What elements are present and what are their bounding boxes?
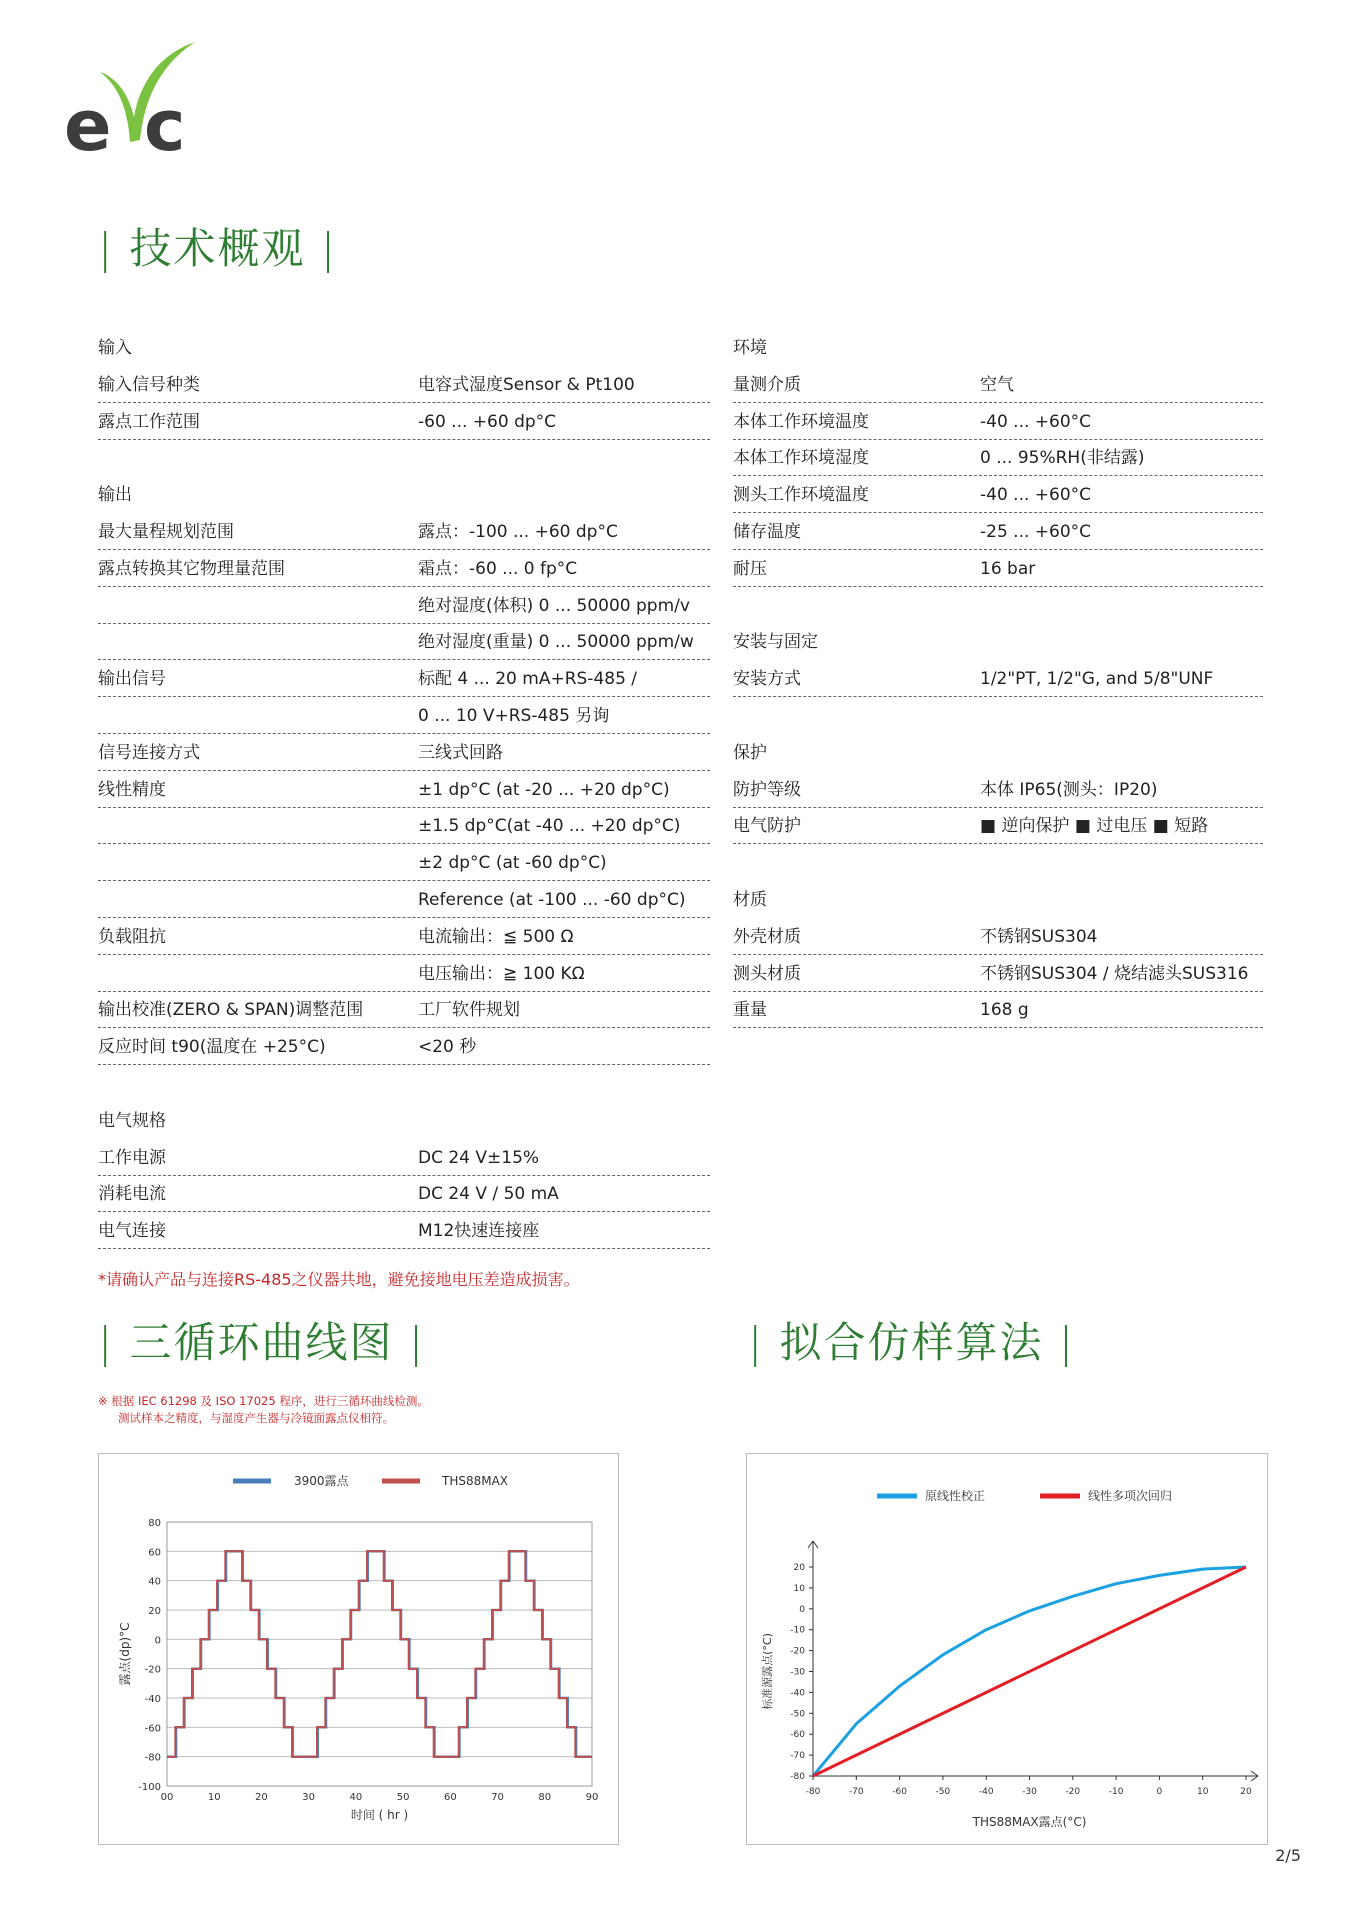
spec-label: 安装方式 [733, 669, 801, 690]
y-tick-label: -20 [144, 1664, 161, 1676]
y-tick-label: -40 [790, 1688, 805, 1699]
y-tick-label: -80 [144, 1752, 161, 1764]
spec-group-heading-text: 材质 [733, 890, 767, 910]
x-tick-label: -50 [935, 1787, 951, 1797]
spec-row [98, 1213, 710, 1249]
spec-row [98, 772, 710, 808]
y-tick-label: 0 [799, 1604, 805, 1615]
spec-group-heading [98, 477, 710, 513]
x-tick-label: -20 [1065, 1787, 1081, 1797]
spec-value: ±1 dp°C (at -20 ... +20 dp°C) [418, 779, 670, 800]
spec-spacer [98, 440, 710, 476]
legend-label-linear: 原线性校正 [925, 1489, 986, 1503]
spec-label: 测头工作环境温度 [733, 485, 869, 506]
spec-row [98, 845, 710, 881]
x-tick-label: 10 [207, 1792, 221, 1803]
legend-label-poly: 线性多项次回归 [1088, 1489, 1173, 1503]
spec-label: 露点转换其它物理量范围 [98, 558, 285, 579]
y-tick-label: 0 [154, 1635, 161, 1647]
spec-label: 防护等级 [733, 779, 801, 800]
x-tick-label: 30 [302, 1792, 316, 1803]
spec-row [98, 992, 710, 1028]
y-tick-label: 10 [793, 1583, 805, 1594]
x-axis-label: THS88MAX露点(°C) [972, 1815, 1087, 1829]
spec-group-heading-text: 电气规格 [98, 1110, 166, 1131]
x-tick-label: 60 [443, 1792, 457, 1803]
spec-label: 量测介质 [733, 374, 801, 395]
spec-value: 空气 [980, 374, 1014, 395]
spec-label: 储存温度 [733, 522, 801, 542]
spec-label: 输出信号 [98, 669, 166, 690]
y-tick-label: 40 [148, 1576, 161, 1588]
series-line-3900 [168, 1551, 592, 1756]
section-title-text: 拟合仿样算法 [779, 1318, 1044, 1367]
spec-value: -40 ... +60°C [980, 411, 1092, 432]
spec-group-heading [733, 624, 1263, 660]
series-line-poly [813, 1567, 1246, 1776]
spec-label: 信号连接方式 [98, 742, 200, 763]
spec-row [98, 588, 710, 624]
spec-label: 耐压 [733, 558, 767, 579]
spec-row [733, 992, 1263, 1028]
spec-value: 168 g [980, 1000, 1029, 1021]
spec-row [733, 440, 1263, 476]
spec-label: 本体工作环境湿度 [733, 448, 869, 469]
spec-spacer [733, 698, 1263, 734]
y-tick-label: 80 [148, 1518, 161, 1529]
spec-value: 不锈钢SUS304 [980, 926, 1098, 947]
spec-row [733, 919, 1263, 955]
spec-row [98, 367, 710, 403]
spec-group-heading-text: 保护 [733, 742, 767, 763]
y-tick-label: -60 [144, 1723, 161, 1735]
spec-value: 标配 4 ... 20 mA+RS-485 / [418, 669, 638, 690]
section-title-cycle: | 三循环曲线图 | [98, 1318, 426, 1367]
spec-group-heading [98, 1103, 710, 1139]
y-tick-label: -70 [790, 1751, 805, 1762]
spec-row [98, 808, 710, 844]
y-tick-label: -80 [790, 1772, 805, 1782]
spec-row [733, 772, 1263, 808]
spec-label: 消耗电流 [98, 1184, 166, 1205]
legend-label-ths88max: THS88MAX [442, 1474, 509, 1488]
spec-value: 不锈钢SUS304 / 烧结滤头SUS316 [980, 963, 1249, 984]
spec-value: ■ 逆向保护 ■ 过电压 ■ 短路 [980, 816, 1209, 837]
spec-row [98, 919, 710, 955]
x-tick-label: 50 [396, 1792, 410, 1803]
y-tick-label: -50 [790, 1709, 805, 1720]
plot-frame [167, 1522, 592, 1786]
spec-value: DC 24 V±15% [418, 1147, 540, 1168]
spec-row [733, 551, 1263, 587]
spec-group-heading-text: 安装与固定 [733, 632, 818, 653]
x-tick-label: 00 [160, 1792, 174, 1803]
y-tick-label: -40 [144, 1694, 161, 1705]
x-tick-label: 20 [255, 1792, 268, 1803]
spec-label: 本体工作环境温度 [733, 411, 869, 432]
spec-value: 露点：-100 ... +60 dp°C [418, 522, 618, 542]
x-tick-label: 90 [585, 1792, 599, 1803]
spec-spacer [733, 845, 1263, 881]
spec-spacer [733, 588, 1263, 624]
three-cycle-chart [98, 1453, 619, 1845]
spec-row [98, 1029, 710, 1065]
spec-value: Reference (at -100 ... -60 dp°C) [418, 890, 686, 910]
y-tick-label: 60 [148, 1547, 161, 1559]
y-tick-label: 20 [793, 1563, 805, 1573]
series-line-ths88max [167, 1551, 592, 1756]
spec-row [733, 514, 1263, 550]
spec-label: 线性精度 [98, 779, 166, 800]
spline-fit-chart [746, 1453, 1268, 1845]
spec-group-heading [733, 330, 1263, 366]
cycle-note-line2: 测试样本之精度，与湿度产生器与冷镜面露点仪相符。 [118, 1411, 394, 1425]
x-tick-label: -70 [848, 1787, 864, 1797]
spec-label: 测头材质 [733, 963, 801, 984]
spec-row [733, 808, 1263, 844]
y-axis-label: 露点(dp)°C [118, 1622, 132, 1686]
x-tick-label: 20 [1240, 1787, 1252, 1797]
spec-row [98, 1140, 710, 1176]
svg-text:c: c [144, 85, 186, 162]
spec-value: 工厂软件规划 [418, 1000, 520, 1021]
spec-value: 电容式湿度Sensor & Pt100 [418, 374, 635, 395]
spec-group-heading-text: 输出 [98, 485, 132, 506]
spec-value: ±1.5 dp°C(at -40 ... +20 dp°C) [418, 816, 681, 837]
spec-value: 三线式回路 [418, 742, 503, 763]
spec-value: M12快速连接座 [418, 1221, 540, 1242]
spec-label: 重量 [733, 1000, 767, 1021]
spec-row [98, 956, 710, 992]
spec-value: 0 ... 95%RH(非结露) [980, 448, 1145, 469]
spec-group-heading [733, 735, 1263, 771]
spec-value: -40 ... +60°C [980, 485, 1092, 506]
spec-value: 绝对湿度(重量) 0 ... 50000 ppm/w [418, 632, 694, 653]
spec-value: -25 ... +60°C [980, 522, 1092, 542]
spec-value: ±2 dp°C (at -60 dp°C) [418, 853, 607, 874]
page-number: 2/5 [1275, 1846, 1301, 1865]
y-tick-label: -20 [790, 1646, 805, 1657]
spec-label: 负载阻抗 [98, 926, 166, 947]
x-tick-label: 70 [491, 1792, 504, 1803]
x-tick-label: 40 [349, 1792, 363, 1803]
spec-row [98, 661, 710, 697]
x-tick-label: -80 [805, 1787, 821, 1797]
y-tick-label: -10 [790, 1625, 805, 1636]
svg-text:e: e [64, 85, 112, 162]
spec-value: 霜点：-60 ... 0 fp°C [418, 558, 578, 579]
spec-row [98, 624, 710, 660]
spec-value: <20 秒 [418, 1037, 477, 1058]
section-title-text: 三循环曲线图 [129, 1318, 394, 1367]
x-tick-label: -40 [978, 1787, 994, 1797]
spec-value: 电流输出：≦ 500 Ω [418, 926, 574, 947]
spec-group-heading [98, 330, 710, 366]
spec-value: DC 24 V / 50 mA [418, 1184, 559, 1205]
section-title-fit: | 拟合仿样算法 | [748, 1318, 1076, 1367]
spec-label: 反应时间 t90(温度在 +25°C) [98, 1037, 326, 1058]
spec-value: 电压输出：≧ 100 KΩ [418, 963, 585, 984]
x-tick-label: -60 [892, 1787, 907, 1797]
spec-label: 电气连接 [98, 1221, 166, 1242]
y-axis-label: 标准源露点(°C) [761, 1633, 774, 1710]
y-tick-label: -100 [138, 1782, 161, 1793]
legend-label-3900: 3900露点 [294, 1474, 349, 1488]
spec-row [98, 514, 710, 550]
spec-spacer [98, 1066, 710, 1102]
spec-row [733, 956, 1263, 992]
spec-label: 外壳材质 [733, 926, 801, 947]
cycle-test-note [98, 1393, 429, 1427]
spec-row [98, 882, 710, 918]
spec-value: 1/2"PT, 1/2"G, and 5/8"UNF [980, 669, 1214, 690]
spec-label: 输出校准(ZERO & SPAN)调整范围 [98, 1000, 364, 1021]
spec-row [733, 661, 1263, 697]
y-tick-label: -60 [790, 1730, 805, 1741]
x-tick-label: 80 [538, 1792, 552, 1803]
x-tick-label: -10 [1108, 1787, 1124, 1797]
x-tick-label: -30 [1022, 1787, 1037, 1797]
x-axis-label: 时间 ( hr ) [350, 1808, 409, 1822]
x-tick-label: 10 [1196, 1787, 1209, 1797]
spec-label: 最大量程规划范围 [98, 522, 234, 542]
spec-row [98, 735, 710, 771]
spec-value: 0 ... 10 V+RS-485 另询 [418, 706, 610, 726]
y-tick-label: -30 [790, 1667, 805, 1678]
spec-label: 电气防护 [733, 816, 801, 837]
cycle-note-line1: ※ 根据 IEC 61298 及 ISO 17025 程序，进行三循环曲线检测。 [98, 1394, 429, 1408]
spec-row [98, 551, 710, 587]
rs485-warning-note: *请确认产品与连接RS-485之仪器共地，避免接地电压差造成损害。 [98, 1270, 580, 1289]
y-tick-label: 20 [148, 1606, 161, 1617]
spec-row [98, 698, 710, 734]
spec-row [98, 404, 710, 440]
spec-group-heading [733, 882, 1263, 918]
spline-fit-chart-svg [747, 1454, 1267, 1844]
spec-value: -60 ... +60 dp°C [418, 411, 557, 432]
section-title-tech: | 技术概观 | [98, 224, 338, 273]
spec-label: 工作电源 [98, 1147, 166, 1168]
spec-row [733, 367, 1263, 403]
spec-row [733, 477, 1263, 513]
spec-value: 绝对湿度(体积) 0 ... 50000 ppm/v [418, 595, 690, 616]
three-cycle-chart-svg [99, 1454, 618, 1844]
spec-row [98, 1176, 710, 1212]
eyc-logo [60, 32, 200, 162]
spec-group-heading-text: 输入 [98, 338, 132, 358]
spec-row [733, 404, 1263, 440]
spec-group-heading-text: 环境 [733, 338, 767, 358]
spec-value: 本体 IP65(测头：IP20) [980, 779, 1158, 800]
x-tick-label: 0 [1156, 1787, 1163, 1797]
section-title-text: 技术概观 [129, 224, 306, 273]
spec-value: 16 bar [980, 558, 1036, 579]
spec-label: 露点工作范围 [98, 411, 200, 432]
spec-label: 输入信号种类 [98, 374, 200, 395]
